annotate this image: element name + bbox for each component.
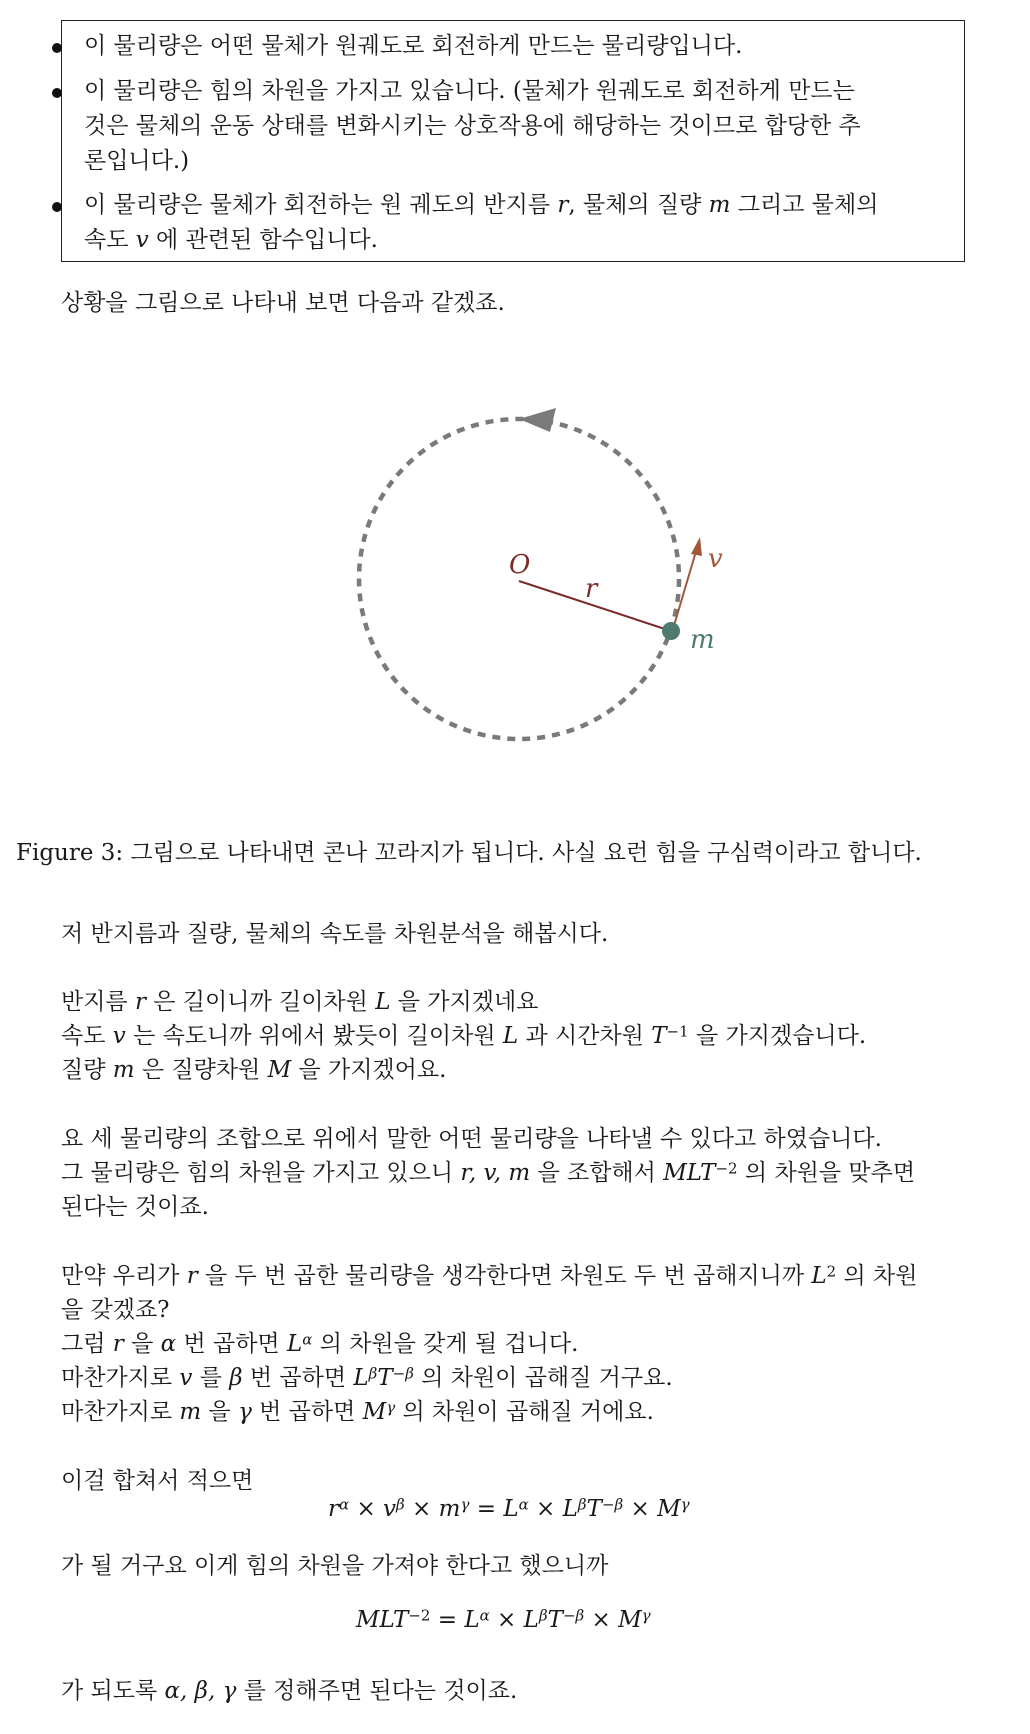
paragraph-3-line-4: 마찬가지로 v 를 β 번 곱하면 $L^\beta T^{-\beta}$ 의 차원이 곱해질 거구요. bbox=[61, 1364, 673, 1391]
figure-caption: Figure 3: 그림으로 나타내면 콘나 꼬라지가 됩니다. 사실 요런 힘을 구심력이라고 합니다. bbox=[16, 840, 922, 866]
paragraph-2-line-3: 된다는 것이죠. bbox=[61, 1194, 209, 1220]
velocity-label: v bbox=[708, 544, 723, 574]
paragraph-3-line-5: 마찬가지로 m 을 γ 번 곱하면 $M^\gamma$ 의 차원이 곱해질 거에요. bbox=[61, 1398, 654, 1425]
mass-label: m bbox=[690, 625, 715, 655]
bullet-1-text: 이 물리량은 어떤 물체가 원궤도로 회전하게 만드는 물리량입니다. bbox=[84, 33, 743, 59]
paragraph-4-line-2: 가 될 거구요 이게 힘의 차원을 가져야 한다고 했으니까 bbox=[61, 1553, 609, 1579]
dim-radius-line: 반지름 r 은 길이니까 길이차원 L 을 가지겠네요 bbox=[61, 989, 539, 1015]
bullet-2-line-1: 이 물리량은 힘의 차원을 가지고 있습니다. (물체가 원궤도로 회전하게 만드는 bbox=[84, 78, 855, 104]
bullet-3-line-2: 속도 v 에 관련된 함수입니다. bbox=[84, 227, 378, 253]
mass-point bbox=[662, 622, 680, 640]
velocity-arrowhead-icon bbox=[691, 537, 702, 556]
paragraph-3-line-3: 그럼 r 을 α 번 곱하면 $L^\alpha$ 의 차원을 갖게 될 겁니다. bbox=[61, 1330, 579, 1357]
circular-motion-figure bbox=[0, 0, 1030, 800]
paragraph-1: 저 반지름과 질량, 물체의 속도를 차원분석을 해봅시다. bbox=[61, 921, 609, 947]
equation-1: $r^\alpha \times v^\beta \times m^\gamma = L^\alpha \times L^\beta T^{-\beta} \times M^\gamma$ bbox=[328, 1495, 690, 1522]
paragraph-4-line-3: 가 되도록 α, β, γ 를 정해주면 된다는 것이죠. bbox=[61, 1678, 518, 1704]
bullet-2-line-2: 것은 물체의 운동 상태를 변화시키는 상호작용에 해당하는 것이므로 합당한 추 bbox=[84, 113, 861, 139]
direction-arrow-icon bbox=[519, 408, 556, 432]
paragraph-4-line-1: 이걸 합쳐서 적으면 bbox=[61, 1468, 254, 1494]
paragraph-2-line-2: 그 물리량은 힘의 차원을 가지고 있으니 r, v, m 을 조합해서 $MLT^{-2}$ 의 차원을 맞추면 bbox=[61, 1159, 916, 1186]
bullet-2-line-3: 론입니다.) bbox=[84, 148, 190, 174]
paragraph-3-line-2: 을 갖겠죠? bbox=[61, 1297, 170, 1323]
intro-text: 상황을 그림으로 나타내 보면 다음과 같겠죠. bbox=[61, 290, 505, 316]
origin-label: O bbox=[509, 550, 531, 580]
velocity-vector bbox=[673, 548, 697, 629]
paragraph-2-line-1: 요 세 물리량의 조합으로 위에서 말한 어떤 물리량을 나타낼 수 있다고 하였습니다. bbox=[61, 1126, 882, 1152]
radius-label: r bbox=[585, 574, 598, 604]
equation-2: $MLT^{-2} = L^\alpha \times L^\beta T^{-\beta} \times M^\gamma$ bbox=[356, 1606, 651, 1633]
bullet-3-line-1: 이 물리량은 물체가 회전하는 원 궤도의 반지름 r, 물체의 질량 m 그리고 물체의 bbox=[84, 192, 879, 218]
dim-mass-line: 질량 m 은 질량차원 M 을 가지겠어요. bbox=[61, 1057, 447, 1083]
dim-velocity-line: 속도 v 는 속도니까 위에서 봤듯이 길이차원 L 과 시간차원 $T^{-1}$ 을 가지겠습니다. bbox=[61, 1022, 867, 1049]
paragraph-3-line-1: 만약 우리가 r 을 두 번 곱한 물리량을 생각한다면 차원도 두 번 곱해지니까 $L^2$ 의 차원 bbox=[61, 1262, 918, 1289]
